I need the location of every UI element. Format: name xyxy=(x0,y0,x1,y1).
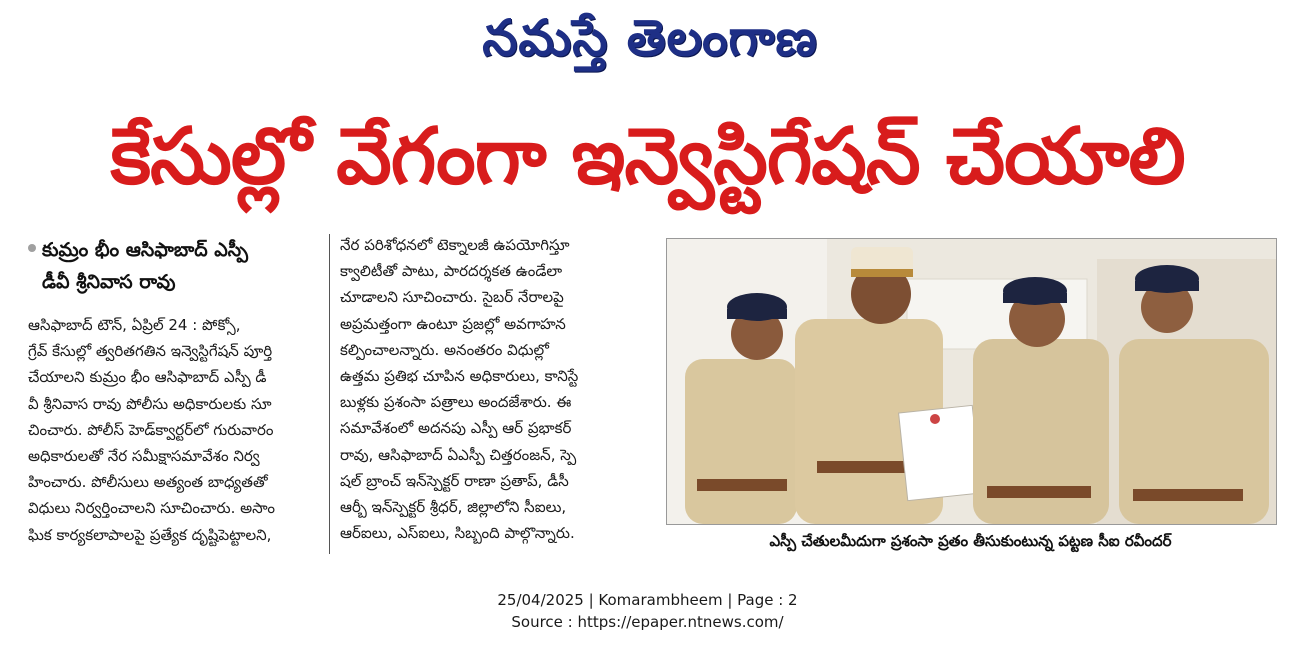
body-line: అధికారులతో నేర సమీక్షాసమావేశం నిర్వ xyxy=(28,447,260,466)
body-line: గ్రేవ్ కేసుల్లో త్వరితగతిన ఇన్వెస్టిగేషన్ పూర్తి xyxy=(28,342,273,361)
article-body-column-1 xyxy=(28,312,318,548)
article-headline: కేసుల్లో వేగంగా ఇన్వెస్టిగేషన్ చేయాలి xyxy=(110,112,1185,202)
subhead-line-1: కుమ్రం భీం ఆసిఫాబాద్ ఎస్పీ xyxy=(42,239,248,261)
certificate-document xyxy=(899,405,982,500)
body-line: ఆర్బీ ఇన్‌స్పెక్టర్ శ్రీధర్, జిల్లాలోని సీఐలు, xyxy=(340,498,567,517)
article-body-column-2 xyxy=(340,232,652,546)
body-line: అప్రమత్తంగా ఉంటూ ప్రజల్లో అవగాహన xyxy=(340,314,566,333)
body-line: సమావేశంలో అదనపు ఎస్పీ ఆర్ ప్రభాకర్ xyxy=(340,419,572,438)
body-line: రావు, ఆసిఫాబాద్ ఏఎస్పీ చిత్తరంజన్, స్పె xyxy=(340,445,577,464)
body-line: ఆర్ఐలు, ఎస్ఐలు, సిబ్బంది పాల్గొన్నారు. xyxy=(340,524,575,543)
body-line: బుళ్లకు ప్రశంసా పత్రాలు అందజేశారు. ఈ xyxy=(340,393,572,412)
body-line: హించారు. పోలీసులు అత్యంత బాధ్యతతో xyxy=(28,473,268,492)
newspaper-masthead: నమస్తే తెలంగాణ xyxy=(482,8,818,67)
bullet-icon xyxy=(28,244,36,252)
body-line: చేయాలని కుమ్రం భీం ఆసిఫాబాద్ ఎస్పీ డీ xyxy=(28,368,267,387)
body-line: ఉత్తమ ప్రతిభ చూపిన అధికారులు, కానిస్టే xyxy=(340,367,579,386)
photo-caption: ఎస్పీ చేతులమీదుగా ప్రశంసా ప్రతం తీసుకుంటున్న పట్టణ సీఐ రవీందర్ xyxy=(769,532,1172,550)
body-line: షల్ బ్రాంచ్ ఇన్‌స్పెక్టర్ రాణా ప్రతాప్, డీసీ xyxy=(340,471,569,490)
body-line: నేర పరిశోధనలో టెక్నాలజీ ఉపయోగిస్తూ xyxy=(340,236,570,254)
body-line: చూడాలని సూచించారు. సైబర్ నేరాలపై xyxy=(340,288,564,307)
article-subhead xyxy=(28,234,318,298)
body-line: కల్పించాలన్నారు. అనంతరం విధుల్లో xyxy=(340,340,549,359)
body-line: విధులు నిర్వర్తించాలని సూచించారు. అసాం xyxy=(28,499,276,518)
body-line: ఘిక కార్యకలాపాలపై ప్రత్యేక దృష్టిపెట్టాలని, xyxy=(28,525,272,544)
body-line: వీ శ్రీనివాస రావు పోలీసు అధికారులకు సూ xyxy=(28,394,272,413)
news-photo xyxy=(666,238,1277,525)
column-divider xyxy=(329,234,330,554)
body-line: క్వాలిటీతో పాటు, పారదర్శకత ఉండేలా xyxy=(340,262,563,281)
subhead-line-2: డీవీ శ్రీనివాస రావు xyxy=(42,271,176,293)
edition-info: 25/04/2025 | Komarambheem | Page : 2 xyxy=(497,591,798,609)
source-link[interactable]: Source : https://epaper.ntnews.com/ xyxy=(511,613,784,631)
body-line: ఆసిఫాబాద్ టౌన్, ఏప్రిల్ 24 : పోక్సో, xyxy=(28,316,241,334)
body-line: చించారు. పోలీస్ హెడ్‌క్వార్టర్‌లో గురువారం xyxy=(28,420,274,439)
